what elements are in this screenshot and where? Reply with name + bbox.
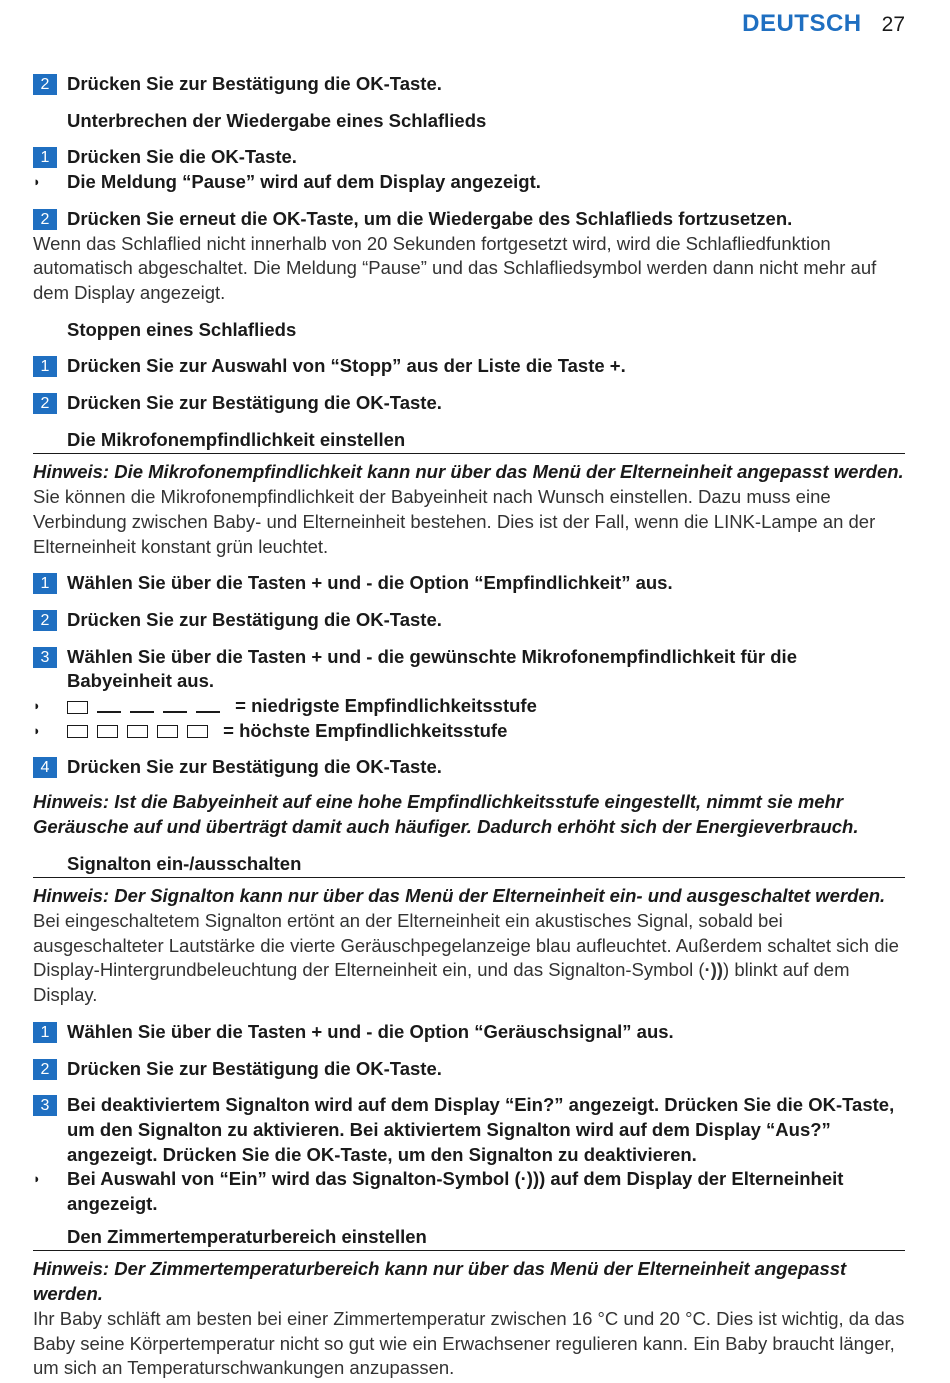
result-bullet xyxy=(33,1167,905,1216)
paragraph: Wenn das Schlaflied nicht innerhalb von 20 Sekunden fortgesetzt wird, wird die Schlafliedfunktion automatisch abgeschaltet. Die Meldung “Pause” und das Schlafliedsymbol werden dann nicht mehr auf dem Display angezeigt. xyxy=(33,232,877,303)
paragraph xyxy=(33,909,905,1008)
step-text: Drücken Sie zur Bestätigung die OK-Taste. xyxy=(67,73,442,94)
step-number: 1 xyxy=(33,356,57,377)
paragraph: Ihr Baby schläft am besten bei einer Zimmertemperatur zwischen 16 °C und 20 °C. Dies ist wichtig, da das Baby seine Körpertemperatur nicht so gut wie ein Erwachsener regulieren kann. Ein Baby braucht länger, um sich an Temperaturschwankungen anzupassen. xyxy=(33,1307,905,1379)
triangle-bullet-icon: ◗ xyxy=(33,174,41,190)
step xyxy=(33,645,905,694)
step xyxy=(33,145,905,170)
step xyxy=(33,391,905,416)
step xyxy=(33,1093,905,1167)
step xyxy=(33,354,905,379)
hint-note: Hinweis: Der Signalton kann nur über das Menü der Elterneinheit ein- und ausgeschaltet werden. xyxy=(33,885,886,907)
step-number: 2 xyxy=(33,610,57,631)
step xyxy=(33,755,905,780)
step-number: 3 xyxy=(33,1095,57,1116)
page-header xyxy=(742,10,905,38)
hint-note: Hinweis: Der Zimmertemperaturbereich kann nur über das Menü der Elterneinheit angepasst werden. xyxy=(33,1258,847,1305)
step-number: 2 xyxy=(33,209,57,230)
section-heading: Unterbrechen der Wiedergabe eines Schlaflieds xyxy=(67,109,487,131)
step-text: Drücken Sie zur Bestätigung die OK-Taste. xyxy=(67,392,442,414)
step-text: Drücken Sie zur Auswahl von “Stopp” aus der Liste die Taste +. xyxy=(67,355,626,377)
step-text: Drücken Sie zur Bestätigung die OK-Taste. xyxy=(67,756,442,778)
step-number: 2 xyxy=(33,393,57,414)
language-label: DEUTSCH xyxy=(742,10,862,37)
section-heading: Die Mikrofonempfindlichkeit einstellen xyxy=(33,428,905,455)
step-number: 4 xyxy=(33,757,57,778)
result-bullet xyxy=(33,719,905,744)
signal-tone-icon: ·)) xyxy=(704,959,724,981)
bullet-text: = höchste Empfindlichkeitsstufe xyxy=(223,719,508,741)
step-number: 2 xyxy=(33,74,57,95)
step xyxy=(33,608,905,633)
step-text: Wählen Sie über die Tasten + und - die gewünschte Mikrofonempfindlichkeit für die Babyeinheit aus. xyxy=(67,645,797,692)
section-heading: Stoppen eines Schlaflieds xyxy=(67,318,297,340)
step-text: Drücken Sie erneut die OK-Taste, um die Wiedergabe des Schlaflieds fortzusetzen. xyxy=(67,207,793,229)
step-text: Wählen Sie über die Tasten + und - die Option “Geräuschsignal” aus. xyxy=(67,1020,674,1042)
result-bullet xyxy=(33,170,905,195)
step xyxy=(33,72,905,97)
paragraph-text: Bei eingeschaltetem Signalton ertönt an der Elterneinheit ein akustisches Signal, sobald bei ausgeschalteter Lautstärke die vierte Geräuschpegelanzeige blau aufleuchtet. Außerdem schaltet sich die Display-Hintergrundbeleuchtung der Elterneinheit ein, und das Signalton-Symbol ( xyxy=(33,909,899,981)
section-heading: Den Zimmertemperaturbereich einstellen xyxy=(33,1225,905,1252)
signal-tone-icon: ·)) xyxy=(520,1168,540,1190)
document-body xyxy=(33,72,905,1381)
step xyxy=(33,1020,905,1045)
step-text: Drücken Sie zur Bestätigung die OK-Taste. xyxy=(67,1057,442,1079)
paragraph-text: ) blinkt auf dem Display. xyxy=(33,959,850,1006)
page-number: 27 xyxy=(881,13,905,36)
section-heading: Signalton ein-/ausschalten xyxy=(33,852,905,879)
step xyxy=(33,207,905,232)
step-number: 1 xyxy=(33,573,57,594)
step-text: Bei deaktiviertem Signalton wird auf dem Display “Ein?” angezeigt. Drücken Sie die OK-Taste, um den Signalton zu aktivieren. Bei aktiviertem Signalton wird auf dem Display “Aus?” angezeigt. Drücken Sie die OK-Taste, um den Signalton zu deaktivieren. xyxy=(67,1094,895,1165)
step-number: 1 xyxy=(33,147,57,168)
triangle-bullet-icon: ◗ xyxy=(33,1171,41,1187)
bullet-text: Die Meldung “Pause” wird auf dem Display angezeigt. xyxy=(67,171,541,193)
triangle-bullet-icon: ◗ xyxy=(33,698,41,714)
step xyxy=(33,571,905,596)
result-bullet xyxy=(33,694,905,719)
sensitivity-level-icon xyxy=(67,701,220,714)
step-text: Wählen Sie über die Tasten + und - die Option “Empfindlichkeit” aus. xyxy=(67,572,673,594)
triangle-bullet-icon: ◗ xyxy=(33,722,41,738)
step-number: 1 xyxy=(33,1022,57,1043)
bullet-text: = niedrigste Empfindlichkeitsstufe xyxy=(235,695,537,717)
hint-note: Hinweis: Die Mikrofonempfindlichkeit kann nur über das Menü der Elterneinheit angepasst werden. xyxy=(33,461,904,483)
bullet-text: ) auf dem Display der Elterneinheit angezeigt. xyxy=(67,1168,844,1215)
hint-note: Hinweis: Ist die Babyeinheit auf eine hohe Empfindlichkeitsstufe eingestellt, nimmt sie mehr Geräusche auf und überträgt damit auch häufiger. Dadurch erhöht sich der Energieverbrauch. xyxy=(33,791,859,837)
paragraph: Sie können die Mikrofonempfindlichkeit der Babyeinheit nach Wunsch einstellen. Dazu muss eine Verbindung zwischen Baby- und Elterneinheit bestehen. Dies ist der Fall, wenn die LINK-Lampe an der Elterneinheit konstant grün leuchtet. xyxy=(33,486,876,557)
step-text: Drücken Sie die OK-Taste. xyxy=(67,146,297,168)
sensitivity-level-icon xyxy=(67,725,208,738)
step-text: Drücken Sie zur Bestätigung die OK-Taste. xyxy=(67,608,442,630)
bullet-text: Bei Auswahl von “Ein” wird das Signalton-Symbol ( xyxy=(67,1168,521,1190)
step-number: 2 xyxy=(33,1059,57,1080)
step xyxy=(33,1057,905,1082)
step-number: 3 xyxy=(33,647,57,668)
